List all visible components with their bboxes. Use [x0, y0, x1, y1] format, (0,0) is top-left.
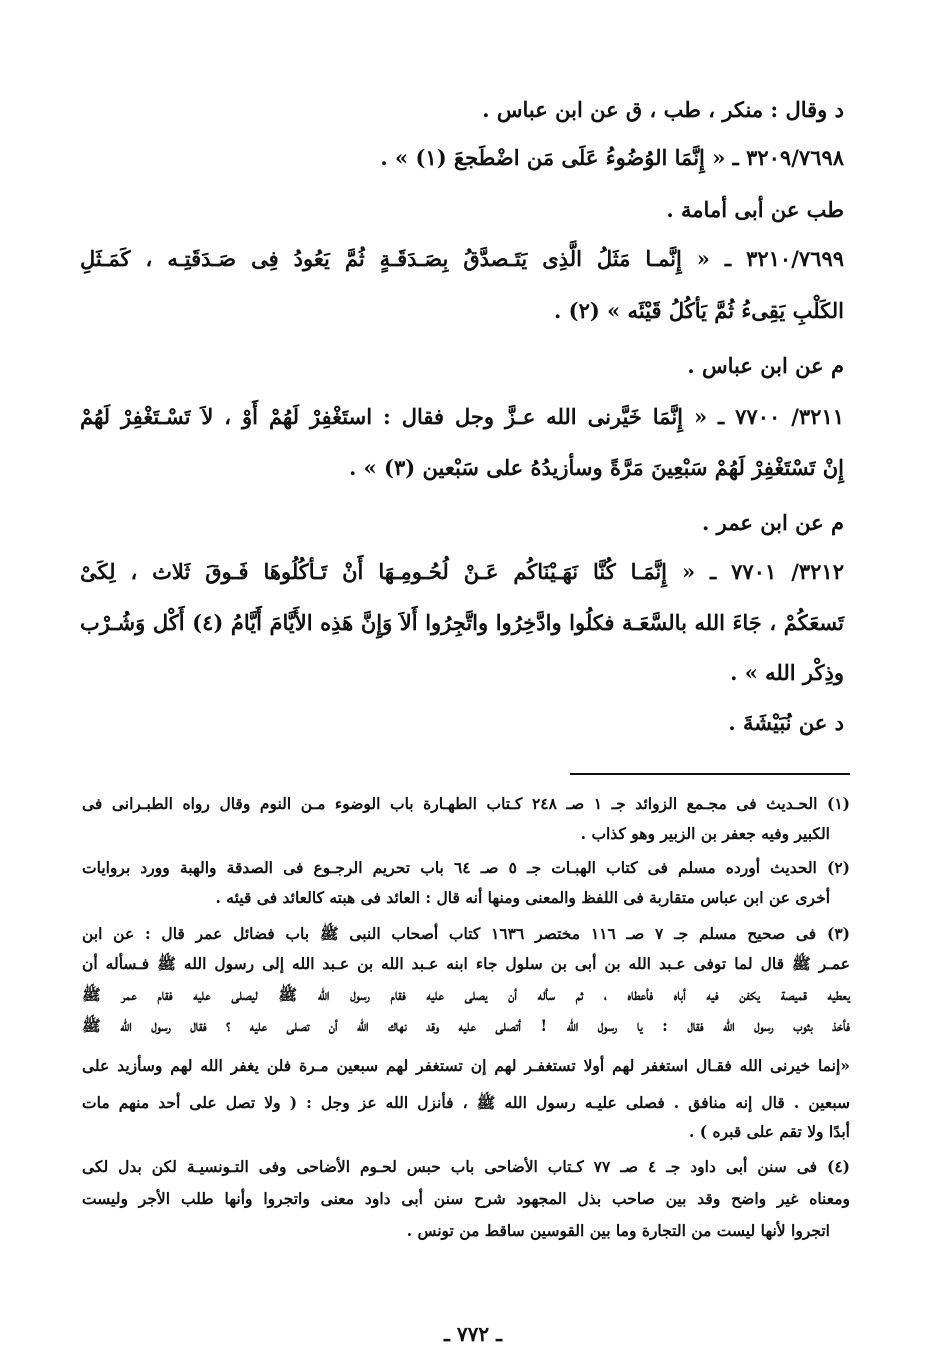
- footnote-line: سبعين . قال إنه منافق . فصلى عليـه رسول الله ﷺ ، فأنزل الله عز وجل : ( ولا تصل على أحد منهم مات: [82, 1093, 850, 1112]
- hadith-3210-line: الكَلْبِ يَقِىءُ ثُمَّ يَأكُلُ قَيْئَه » (٢) .: [554, 298, 844, 323]
- footnote-line: فأخذ بثوب رسول الله فقال : يا رسول الله ! أتصلى عليه وقد نهاك الله أن تصلى عليه ؟ فقال رسول الله ﷺ: [82, 1016, 850, 1035]
- footnote-line: (٣) فى صحيح مسلم جـ ٧ صـ ١١٦ مختصر ١٦٣٦ كتاب أصحاب النبى ﷺ باب فضائل عمر قال : عن ابن: [82, 924, 850, 943]
- footnote-line: أخرى عن ابن عباس متقاربة فى اللفظ والمعنى ومنها أنه قال : العائد فى هبته كالعائد فى قيئه .: [215, 888, 830, 907]
- page-number: ـ ٧٧٢ ـ: [444, 1322, 502, 1346]
- hadith-3212-line: ٣٢١٢/ ٧٧٠١ ـ « إِنَّمَـا كُنَّا نَهَـيْنَاكُم عَـنْ لُحُـومِـهَا أَنْ تَـأكُلُوهَا فَـوقَ ثَلاث ، لِكَىْ: [80, 559, 844, 584]
- hadith-3212-line: وذِكْر الله » .: [730, 660, 844, 685]
- source-line: د وقال : منكر ، طب ، ق عن ابن عباس .: [482, 97, 844, 122]
- source-line: م عن ابن عمر .: [702, 510, 844, 535]
- footnote-line: عمـر ﷺ قال لما توفى عـبد الله بن أبى بن سلول جاء ابنه عـبد الله بن عـبد الله إلى رسول الله ﷺ فـسأله أن: [82, 954, 850, 973]
- hadith-3209-line: ٣٢٠٩/٧٦٩٨ ـ « إِنَّمَا الوُضُوءُ عَلَى مَن اضْطَجعَ (١) » .: [380, 145, 844, 170]
- footnote-line: (٢) الحديث أورده مسلم فى كتاب الهبـات جـ ٥ صـ ٦٤ باب تحريم الرجـوع فى الصدقة والهبة وورد بروايات: [82, 858, 850, 877]
- footnote-separator: [570, 773, 850, 775]
- hadith-3210-line: ٣٢١٠/٧٦٩٩ ـ « إِنَّمـا مَثَلُ الَّذِى يَتَـصدَّقُ بِصَـدَقَـةٍ ثُمَّ يَعُودُ فِى صَـدَقَتِـه ، كَمَـثَلِ: [80, 246, 844, 271]
- source-line: طب عن أبى أمامة .: [666, 197, 844, 222]
- footnote-line: ومعناه غير واضح وقد بين صاحب بذل المجهود شرح سنن أبى داود معنى واتجروا وأنها طلب الأجر وليست: [82, 1189, 850, 1208]
- footnote-line: يعطيه قميصة يكفن فيه أباه فأعطاه ، ثم سأله أن يصلى عليه فقام رسول الله ﷺ ليصلى عليه فقام عمر ﷺ: [82, 985, 850, 1004]
- footnote-line: «إنما خيرنى الله فقـال استغفر لهم أولا تستغفـر لهم إن تستغفر لهم سبعين مـرة فلن يغفر الله لهم وسأزيد على: [82, 1056, 850, 1075]
- footnote-line: اتجروا لأنها ليست من التجارة وما بين القوسين ساقط من تونس .: [406, 1221, 830, 1240]
- hadith-3211-line: إِنْ تَسْتَغْفِرْ لَهُمْ سَبْعِينَ مَرَّةً وسأزيدُهُ على سَبْعين (٣) » .: [348, 455, 844, 480]
- footnote-line: أبدًا ولا تقم على قبره ) .: [688, 1122, 850, 1141]
- footnote-line: (٤) فى سنن أبى داود جـ ٤ صـ ٧٧ كـتاب الأضاحى باب حبس لحـوم الأضاحى وفى التـونسيـة لكن بدل لكى: [82, 1157, 851, 1176]
- footnote-line: (١) الحـديث فى مجـمع الزوائد جـ ١ صـ ٢٤٨ كـتاب الطهـارة باب الوضوء مـن النوم وقال رواه الطبـرانى فى: [82, 794, 850, 813]
- source-line: د عن نُبَيْشَةَ .: [728, 710, 844, 735]
- footnote-line: الكبير وفيه جعفر بن الزبير وهو كذاب .: [580, 824, 830, 843]
- source-line: م عن ابن عباس .: [687, 353, 844, 378]
- hadith-3211-line: ٣٢١١/ ٧٧٠٠ ـ « إِنَّمَا خَيَّرنى الله عـزَّ وجل فقال : استَغْفِرْ لَهُمْ أَوْ ، لاَ تَسْـتَغْفِرْ لَهُمْ: [80, 404, 845, 429]
- hadith-3212-line: تَسعَكُمْ ، جَاءَ الله بالسَّعَـة فكلُوا وادَّخِرُوا واتَّجِرُوا أَلاَ وَإِنَّ هَذِه الأَيَّامَ أَيَّامُ (٤) أَكْل وَشُـرْب: [80, 610, 844, 635]
